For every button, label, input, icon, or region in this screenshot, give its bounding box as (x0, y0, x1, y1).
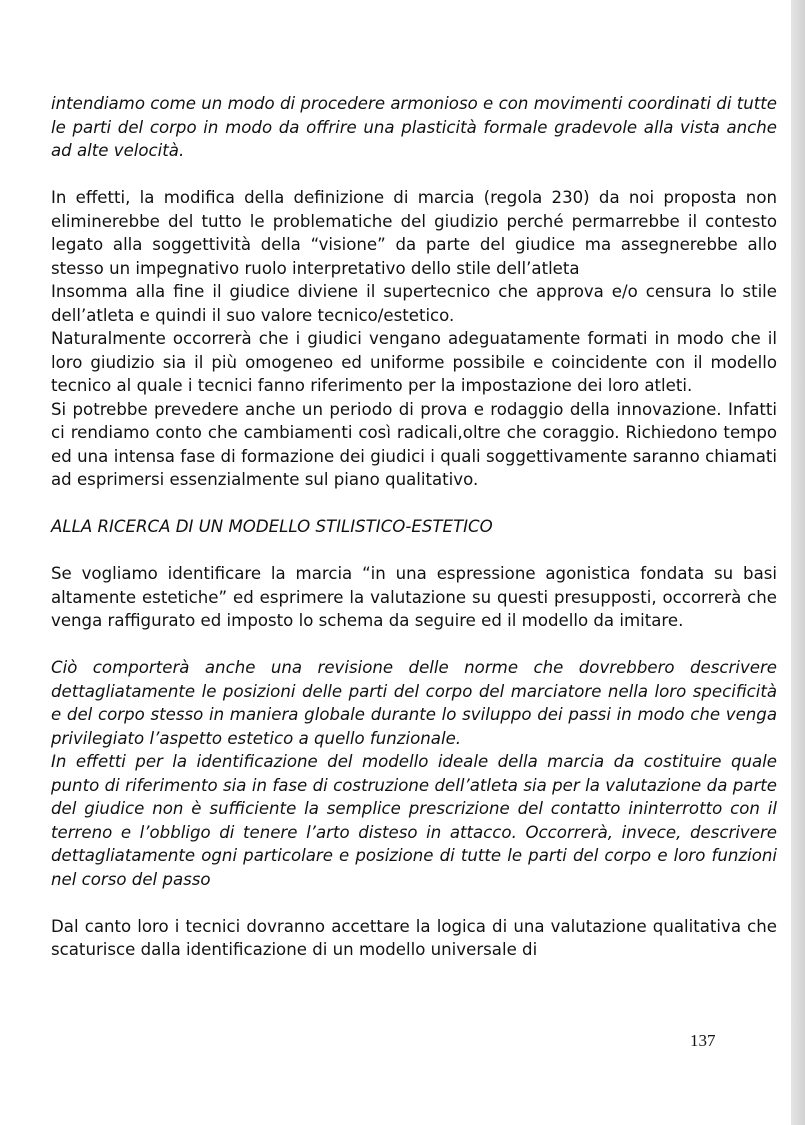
page-edge-shadow (791, 0, 805, 1125)
section-heading: ALLA RICERCA DI UN MODELLO STILISTICO-ESTETICO (51, 517, 493, 536)
paragraph-harmonious-movement: intendiamo come un modo di procedere armonioso e con movimenti coordinati di tutte le parti del corpo in modo da offrire una plasticità formale gradevole alla vista anche ad alte velocità. (51, 94, 777, 160)
page-number: 137 (690, 1031, 716, 1050)
paragraph-judge-training: Naturalmente occorrerà che i giudici vengano adeguatamente formati in modo che il loro giudizio sia il più omogeneo ed uniforme possibile e coincidente con il modello tecnico al quale i tecnici fanno riferimento per la impostazione dei loro atleti. (51, 329, 777, 395)
paragraph-aesthetic-model: Se vogliamo identificare la marcia “in una espressione agonistica fondata su basi altamente estetiche” ed esprimere la valutazione su questi presupposti, occorrerà che venga raffigurato ed imposto lo schema da seguire ed il modello da imitare. (51, 564, 777, 630)
paragraph-norm-revision: Ciò comporterà anche una revisione delle norme che dovrebbero descrivere dettagliatamente le posizioni delle parti del corpo del marciatore nella loro specificità e del corpo stesso in maniera globale durante lo sviluppo dei passi in modo che venga privilegiato l’aspetto estetico a quello funzionale. (51, 658, 777, 748)
paragraph-rule-230: In effetti, la modifica della definizione di marcia (regola 230) da noi proposta non eliminerebbe del tutto le problematiche del giudizio perché permarrebbe il contesto legato alla soggettività della “visione” da parte del giudice ma assegnerebbe allo stesso un impegnativo ruolo interpretativo dello stile dell’atleta (51, 188, 777, 278)
paragraph-technicians: Dal canto loro i tecnici dovranno accettare la logica di una valutazione qualitativa che scaturisce dalla identificazione di un modello universale di (51, 916, 777, 959)
paragraph-trial-period: Si potrebbe prevedere anche un periodo di prova e rodaggio della innovazione. Infatti ci rendiamo conto che cambiamenti così radicali,oltre che coraggio. Richiedono tempo ed una intensa fase di formazione dei giudici i quali soggettivamente saranno chiamati ad esprimersi essenzialmente sul piano qualitativo. (51, 399, 777, 489)
paragraph-supertecnico: Insomma alla fine il giudice diviene il supertecnico che approva e/o censura lo stile dell’atleta e quindi il suo valore tecnico/estetico. (51, 282, 777, 325)
document-page (51, 92, 777, 962)
paragraph-ideal-model: In effetti per la identificazione del modello ideale della marcia da costituire quale punto di riferimento sia in fase di costruzione dell’atleta sia per la valutazione da parte del giudice non è sufficiente la semplice prescrizione del contatto ininterrotto con il terreno e l’obbligo di tenere l’arto disteso in attacco. Occorrerà, invece, descrivere dettagliatamente ogni particolare e posizione di tutte le parti del corpo e loro funzioni nel corso del passo (51, 752, 777, 889)
